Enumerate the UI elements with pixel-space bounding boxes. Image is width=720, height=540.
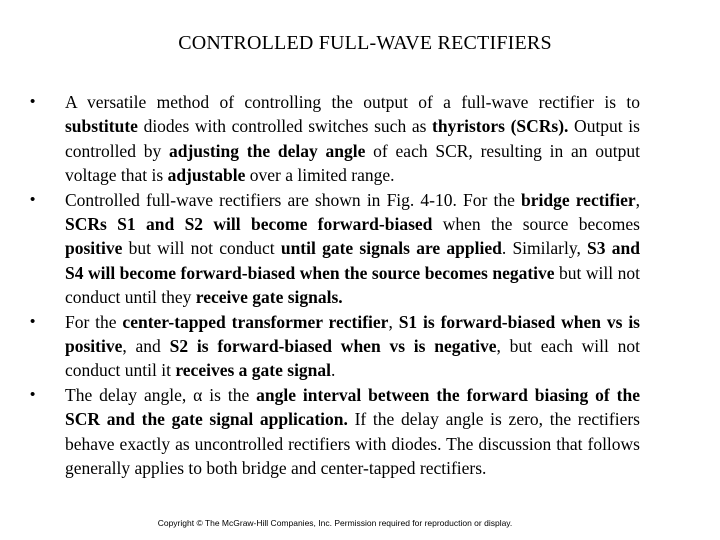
text-run: Controlled full-wave rectifiers are shown in Fig. 4-10. For the [65, 189, 521, 210]
bullet-text [65, 385, 640, 478]
bold-text-run: substitute [65, 116, 138, 137]
text-run: of each SCR, resulting in an output voltage that is [65, 140, 640, 186]
bold-text-run: S1 is forward-biased when vs is positive [65, 311, 640, 357]
text-run: diodes with controlled switches such as [137, 116, 433, 137]
bullet-list [30, 90, 640, 481]
bullet-dot-icon: • [30, 190, 36, 208]
text-run: A versatile method of controlling the output of a full-wave rectifier is to [65, 92, 640, 112]
bold-text-run: S2 is forward-biased when vs is negative [169, 336, 497, 357]
bold-text-run: SCRs S1 and S2 will become forward-biased [65, 214, 433, 235]
bullet-text [65, 312, 640, 381]
text-run: over a limited range. [245, 165, 395, 186]
text-run: but will not conduct [122, 238, 281, 259]
bold-text-run: until gate signals are applied [280, 238, 502, 259]
bold-text-run: positive [65, 238, 123, 259]
text-run: Output is controlled by [65, 116, 640, 161]
text-run: but will not conduct until they [65, 262, 640, 308]
text-run: , [635, 189, 641, 210]
text-run: The delay angle, α is the [65, 384, 257, 405]
bold-text-run: center-tapped transformer rectifier [122, 311, 389, 332]
text-run: , and [122, 336, 170, 357]
bold-text-run: S3 and S4 will become forward-biased when the source becomes negative [65, 238, 640, 283]
text-run: when the source becomes [432, 214, 640, 235]
bullet-item [30, 310, 640, 383]
bullet-item [30, 188, 640, 310]
bold-text-run: adjustable [167, 165, 246, 186]
bold-text-run: bridge rectifier [520, 189, 636, 210]
bold-text-run: receive gate signals. [195, 287, 343, 308]
text-run: . Similarly, [501, 238, 588, 259]
bold-text-run: thyristors (SCRs). [432, 116, 569, 137]
copyright-notice: Copyright © The McGraw-Hill Companies, Inc. Permission required for reproduction or display. [157, 518, 513, 528]
bullet-item [30, 90, 640, 188]
text-run: For the [65, 311, 123, 332]
bold-text-run: angle interval between the forward biasing of the SCR and the gate signal application. [65, 384, 640, 430]
bullet-text [65, 92, 640, 185]
bullet-text [65, 190, 640, 308]
bullet-item [30, 383, 640, 481]
bullet-dot-icon: • [30, 93, 36, 110]
bold-text-run: receives a gate signal [175, 360, 332, 381]
slide-title: CONTROLLED FULL-WAVE RECTIFIERS [178, 32, 552, 54]
text-run: If the delay angle is zero, the rectifiers behave exactly as uncontrolled rectifiers with diodes. The discussion that follows generally applies to both bridge and center-tapped rectifiers. [65, 409, 640, 479]
bullet-dot-icon: • [30, 385, 36, 403]
bullet-dot-icon: • [30, 312, 36, 330]
bold-text-run: adjusting the delay angle [169, 140, 366, 161]
text-run: , [388, 311, 399, 332]
text-run: , but each will not conduct until it [65, 336, 640, 381]
text-run: . [331, 360, 336, 381]
